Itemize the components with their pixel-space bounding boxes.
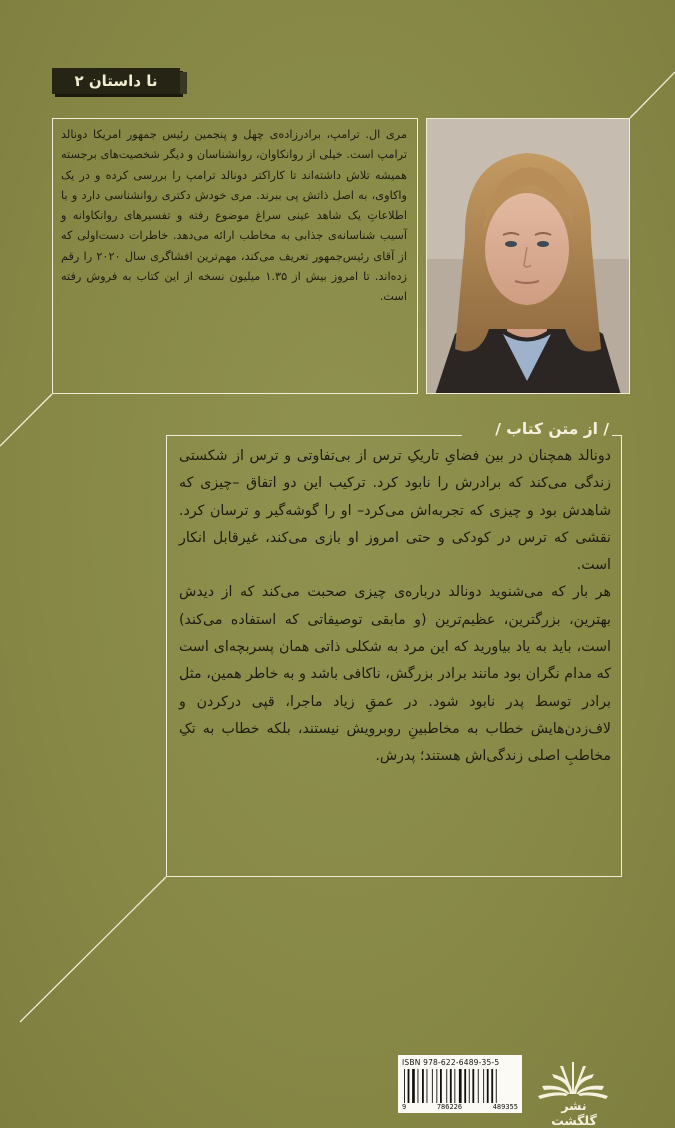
author-bio: [52, 118, 418, 394]
barcode-stripe: [483, 1069, 484, 1103]
barcode-stripe: [459, 1069, 462, 1103]
barcode-stripe: [496, 1069, 497, 1103]
isbn-number: ISBN 978-622-6489-35-5: [402, 1058, 500, 1067]
barcode-stripe: [427, 1069, 428, 1103]
barcode-stripe: [440, 1069, 442, 1103]
barcode-digit-group-right: 489355: [492, 1103, 518, 1111]
barcode-stripe: [469, 1069, 470, 1103]
barcode-digit-lead: 9: [402, 1103, 407, 1111]
author-photo: [426, 118, 630, 394]
barcode-stripe: [408, 1069, 410, 1103]
barcode-stripe: [472, 1069, 474, 1103]
barcode-stripe: [450, 1069, 452, 1103]
series-label: نا داستان ۲: [52, 68, 180, 94]
barcode-stripe: [491, 1069, 493, 1103]
barcode-stripe: [464, 1069, 466, 1103]
publisher-name: نشر گلگشت: [551, 1098, 597, 1128]
book-excerpt: [166, 435, 622, 877]
barcode-digits: [402, 1103, 518, 1111]
barcode-stripe: [478, 1069, 479, 1103]
author-portrait-illustration: [426, 119, 629, 394]
excerpt-heading: / از متن کتاب /: [495, 420, 609, 438]
isbn-barcode: [398, 1055, 522, 1113]
barcode-stripe: [418, 1069, 419, 1103]
barcode-stripe: [487, 1069, 489, 1103]
barcode-stripe: [446, 1069, 447, 1103]
barcode-bars: [402, 1069, 518, 1103]
barcode-stripe: [404, 1069, 405, 1103]
barcode-stripe: [412, 1069, 415, 1103]
excerpt-paragraph-2: هر بار که می‌شنوید دونالد درباره‌ی چیزی صحبت می‌کند که از دیدش بهترین، بزرگترین، عظیم‌ترین (و مابقی توصیفاتی که استفاده می‌کند) است، باید به یاد بیاورید که این مرد به شکلی ذاتی همان پسربچه‌ای است که مدام نگران بود مانند برادر بزرگش، ناکافی باشد و به خاطر همین، مثل برادر توسط پدر نابود شود. در عمقِ زیاد ماجرا، قپی درکردن و لاف‌زدن‌هایش خطاب به مخاطبینِ روبرویش نیستند، بلکه خطاب به تکِ مخاطبِ اصلی زندگی‌اش هستند؛ پدرش.: [179, 584, 611, 765]
author-bio-text: مری ال. ترامپ، برادرزاده‌ی چهل و پنجمین رئیس جمهور امریکا دونالد ترامپ است. خیلی از روانکاوان، روانشناسان و دیگر شخصیت‌های برجسته همیشه تلاش داشته‌اند تا کاراکتر دونالد ترامپ را بررسی کرده و در یک واکاوی، به اصل ذاتش پی ببرند. مری خودش دکتری روانشناسی دارد و با اطلاعاتِ یک شاهد عینی سراغ موضوع رفته و تفسیرهای روانکاوانه و آسیب شناسانه‌ی جذابی به مخاطب ارائه می‌دهد. خاطرات دست‌اولی که از آقای رئیس‌جمهور تعریف می‌کند، مهم‌ترین افشاگری سال ۲۰۲۰ را رقم زده‌اند. تا امروز بیش از ۱.۳۵ میلیون نسخه از این کتاب به فروش رفته است.: [61, 128, 408, 304]
barcode-stripe: [422, 1069, 424, 1103]
barcode-digit-group-left: 786226: [436, 1103, 463, 1111]
barcode-stripe: [436, 1069, 437, 1103]
barcode-stripe: [432, 1069, 433, 1103]
excerpt-paragraph-1: دونالد همچنان در بین فضایِ تاریکِ ترس از بی‌تفاوتی و ترس از شکستی زندگی می‌کند که برادرش را نابود کرد. ترکیب این دو اتفاق –چیزی که شاهدش بود و چیزی که تجربه‌اش می‌کرد– او را گوشه‌گیر و ترسان کرد. نقشی که ترس در کودکی و حتی امروز او بازی می‌کند، غیرقابل انکار است.: [179, 448, 611, 574]
barcode-stripe: [454, 1069, 455, 1103]
